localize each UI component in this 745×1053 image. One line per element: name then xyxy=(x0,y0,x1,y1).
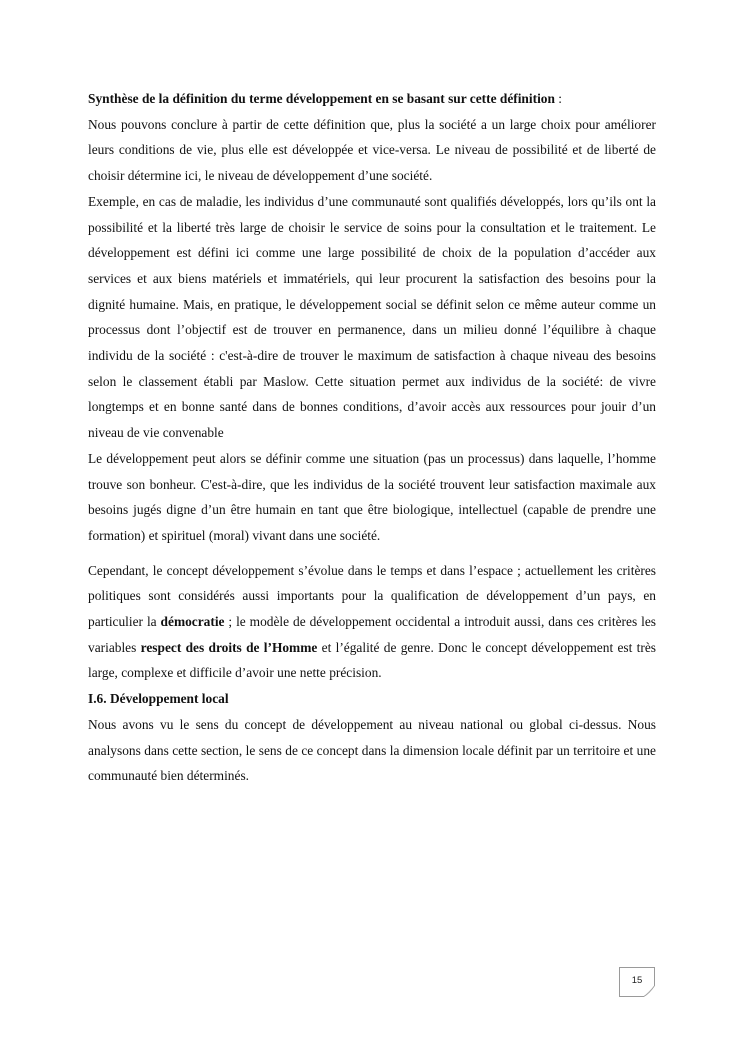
text-line: possibilité et de liberté de choisir détermine ici, le niveau de développement d’une société. xyxy=(88,142,656,184)
text-line: améliorer leurs conditions de vie, plus elle est développée et vice-versa. Le niveau de xyxy=(88,116,656,158)
text-line: laquelle, l’homme trouve son bonheur. C'est-à-dire, que les individus de la société trouvent xyxy=(88,450,656,492)
synthesis-paragraph: Synthèse de la définition du terme développement en se basant sur cette définition : Nous pouvons conclure à partir de cette définition que, plus la société a un large choix pour améliorer leurs conditions de vie, plus elle est développée et vice-versa. Le niveau de possibilité et de liberté de choisir détermine ici, le niveau de développement d’une société. Exemple, en cas de maladie, les individus d’une communauté sont qualifiés développés, lors qu’ils ont la possibilité et la liberté très large de choisir le service de soins pour la consultation et le traitement. Le développement est défini ici comme une large possibilité de choix de la population d’accéder aux services et aux biens matériels et immatériels, qui leur procurent la satisfaction des besoins pour la dignité humaine. Mais, en pratique, le développement social se définit selon ce même auteur comme un processus dont l’objectif est de trouver en permanence, dans un milieu donné l’équilibre à chaque individu de la société : c'est-à-dire de trouver le maximum de satisfaction à chaque niveau des besoins selon le classement établi par Maslow. Cette situation permet aux individus de la société: de vivre longtemps et en bonne santé dans de bonnes conditions, d’avoir accès aux ressources pour jouir d’un niveau de vie convenable Le développement peut alors se définir comme une situation (pas un processus) dans laquelle, l’homme trouve son bonheur. C'est-à-dire, que les individus de la société trouvent leur satisfaction maximale aux besoins jugés digne d’un être humain en tant que être biologique, intellectuel (capable de prendre une formation) et spirituel (moral) vivant dans une société. xyxy=(88,91,657,543)
text-line: de trouver en permanence, dans un milieu donné l’équilibre à chaque individu de la xyxy=(88,322,656,364)
text-line: le classement établi par Maslow. Cette situation permet aux individus de la société: de vivre xyxy=(122,373,656,389)
democratie-term: démocratie xyxy=(160,614,225,630)
page-number: 15 xyxy=(631,975,643,986)
text-line: longtemps et en bonne santé dans de bonnes conditions, d’avoir accès aux ressources pour xyxy=(88,399,596,415)
text-line: une société. xyxy=(317,527,381,543)
text-line: Exemple, en cas de maladie, les individus d’une communauté sont qualifiés développés, lors xyxy=(88,193,588,209)
text-line: qu’ils ont la possibilité et la liberté très large de choisir le service de soins pour la xyxy=(88,193,656,235)
section-heading: I.6. Développement local xyxy=(88,691,229,707)
page-number-box xyxy=(619,967,655,997)
text-line: jouir d’un niveau de vie convenable xyxy=(88,399,656,441)
local-development-paragraph: Nous avons vu le sens du concept de développement au niveau national ou global ci-dessus. Nous analysons dans cette section, le sens de ce concept dans la dimension locale définit par un territoire et une communauté bien déterminés. xyxy=(88,716,656,784)
concept-evolution-paragraph: Cependant, le concept développement s’évolue dans le temps et dans l’espace ; actuellement les critères politiques sont considérés aussi importants pour la qualification de développement d’un pays, en particulier la démocratie ; le modèle de développement occidental a introduit aussi, dans ces critères les variables respect des droits de l’Homme et l’égalité de genre. Donc le concept développement est très large, complexe et difficile d’avoir une nette précision. xyxy=(88,562,656,681)
text-line: Le développement peut alors se définir comme une situation (pas un processus) dans xyxy=(88,450,554,466)
text-line: consultation et le traitement. Le développement est défini ici comme une large possibilité de xyxy=(88,219,656,261)
text-line: Nous pouvons conclure à partir de cette définition que, plus la société a un large choix pour xyxy=(88,116,600,132)
text-line: leur satisfaction maximale aux besoins jugés digne d’un être humain en tant que être xyxy=(88,476,656,518)
page-curl-icon xyxy=(643,985,655,997)
text-line: biologique, intellectuel (capable de prendre une formation) et spirituel (moral) vivant dans xyxy=(88,502,656,543)
text-line: procurent la satisfaction des besoins pour la dignité humaine. Mais, en pratique, le xyxy=(88,270,656,312)
text-line: choix de la population d’accéder aux services et aux biens matériels et immatériels, qui leur xyxy=(88,245,656,286)
text-line: développement social se définit selon ce même auteur comme un processus dont l’objectif est xyxy=(88,296,656,338)
text-line: société : c'est-à-dire de trouver le maximum de satisfaction à chaque niveau des besoins selon xyxy=(88,348,657,389)
human-rights-term: respect des droits de l’Homme xyxy=(140,639,318,655)
document-page xyxy=(88,86,656,789)
synthesis-title: Synthèse de la définition du terme développement en se basant sur cette définition xyxy=(88,91,555,106)
